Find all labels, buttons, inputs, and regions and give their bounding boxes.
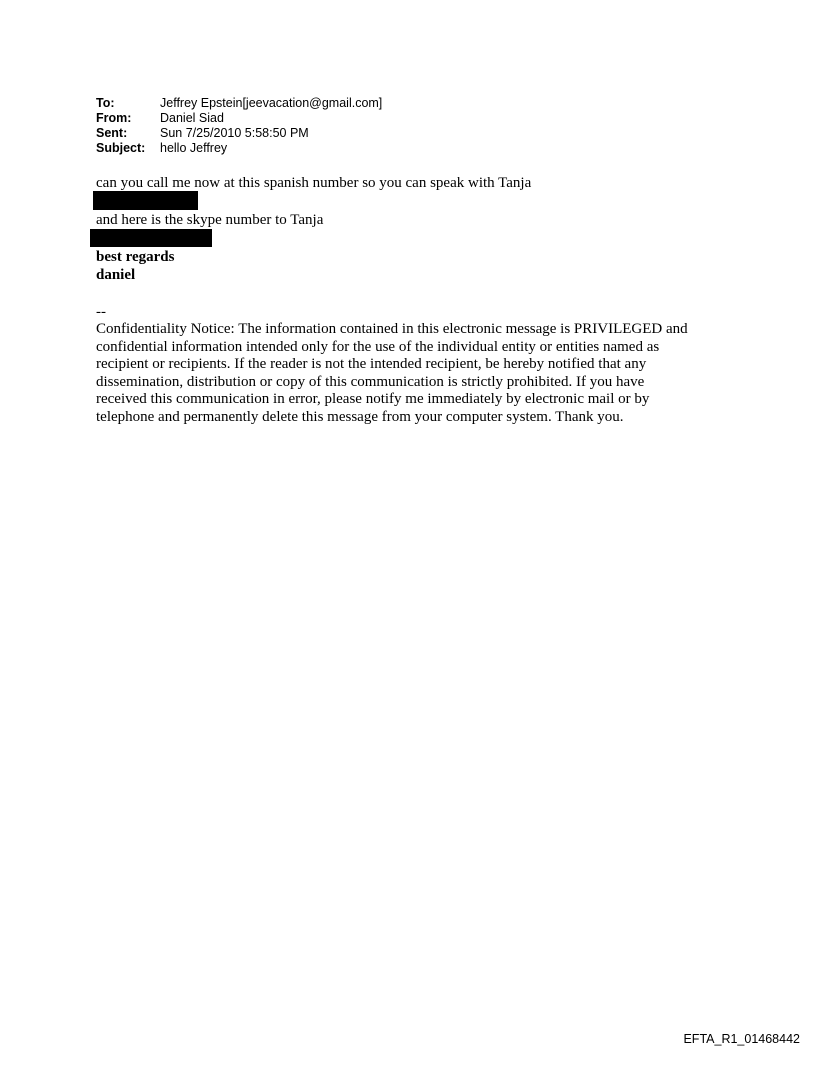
confidentiality-notice [96,321,736,426]
closing-signature: daniel [96,267,136,283]
subject-label: Subject: [96,141,146,155]
from-label: From: [96,111,132,125]
notice-line: telephone and permanently delete this message from your computer system. Thank you. [96,408,624,425]
redaction-box-2 [90,229,212,247]
redaction-box-1 [93,191,198,210]
notice-separator: -- [96,304,106,320]
from-value: Daniel Siad [160,111,224,125]
document-id: EFTA_R1_01468442 [683,1032,800,1046]
notice-line: Confidentiality Notice: The information contained in this electronic message is PRIVILEGED and [96,321,688,337]
closing-best-regards: best regards [96,249,175,265]
sent-value: Sun 7/25/2010 5:58:50 PM [160,126,309,140]
from-row [96,111,382,126]
subject-value: hello Jeffrey [160,141,228,155]
body-line-1: can you call me now at this spanish number so you can speak with Tanja [96,175,532,191]
to-label: To: [96,96,115,110]
to-value: Jeffrey Epstein[jeevacation@gmail.com] [160,96,383,110]
notice-line: received this communication in error, please notify me immediately by electronic mail or by [96,391,650,407]
body-line-2: and here is the skype number to Tanja [96,212,324,228]
subject-row [96,141,382,156]
notice-line: dissemination, distribution or copy of this communication is strictly prohibited. If you have [96,373,645,390]
to-row [96,96,382,111]
sent-row [96,126,382,141]
notice-line: confidential information intended only for the use of the individual entity or entities named as [96,338,660,355]
sent-label: Sent: [96,126,128,140]
email-header [96,96,382,156]
notice-line: recipient or recipients. If the reader is not the intended recipient, be hereby notified that any [96,356,647,372]
